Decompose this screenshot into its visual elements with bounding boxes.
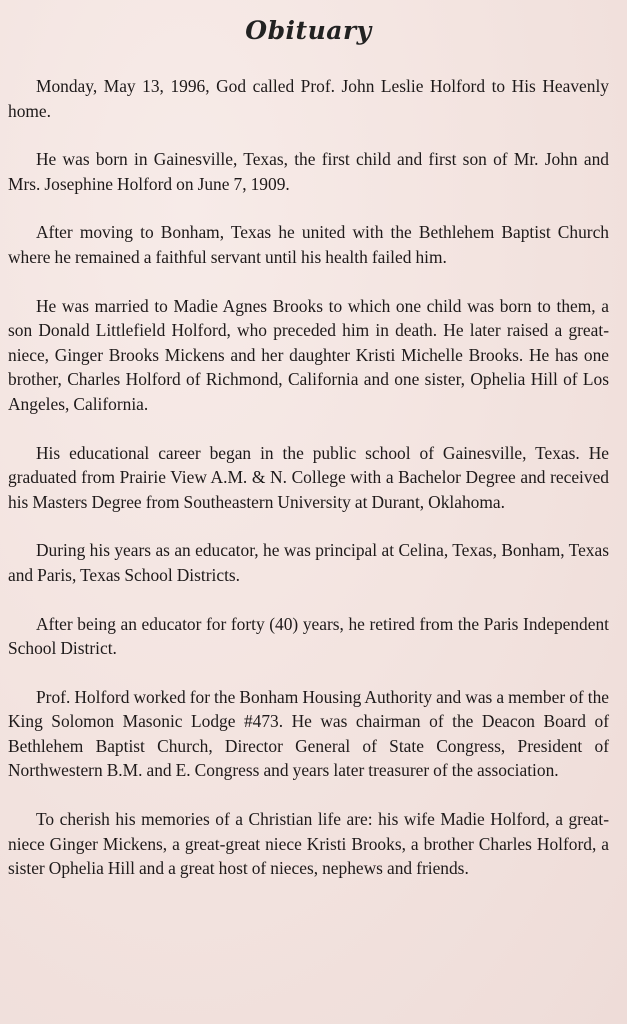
paragraph-church: After moving to Bonham, Texas he united with the Bethlehem Baptist Church where he remained a faithful servant until his health failed him. xyxy=(8,222,609,267)
page-title: Obituary xyxy=(245,16,372,45)
paragraph-career: During his years as an educator, he was principal at Celina, Texas, Bonham, Texas and Paris, Texas School Districts. xyxy=(8,540,609,585)
paragraph-family: He was married to Madie Agnes Brooks to which one child was born to them, a son Donald Littlefield Holford, who preceded him in death. He later raised a great-niece, Ginger Brooks Mickens and her daughter Kristi Michelle Brooks. He has one brother, Charles Holford of Richmond, California and one sister, Ophelia Hill of Los Angeles, California. xyxy=(8,295,609,414)
paragraph-education: His educational career began in the public school of Gainesville, Texas. He graduated from Prairie View A.M. & N. College with a Bachelor Degree and received his Masters Degree from Southeastern University at Durant, Oklahoma. xyxy=(8,442,609,512)
paragraph-service: Prof. Holford worked for the Bonham Housing Authority and was a member of the King Solomon Masonic Lodge #473. He was chairman of the Deacon Board of Bethlehem Baptist Church, Director General of State Congress, President of Northwestern B.M. and E. Congress and years later treasurer of the association. xyxy=(8,686,609,781)
paragraph-survivors: To cherish his memories of a Christian life are: his wife Madie Holford, a great-niece Ginger Mickens, a great-great niece Kristi Brooks, a brother Charles Holford, a sister Ophelia Hill and a great host of nieces, nephews and friends. xyxy=(8,809,609,879)
paragraph-birth: He was born in Gainesville, Texas, the first child and first son of Mr. John and Mrs. Josephine Holford on June 7, 1909. xyxy=(8,149,609,194)
paragraph-retirement: After being an educator for forty (40) years, he retired from the Paris Independent School District. xyxy=(8,613,609,659)
paragraph-passing: Monday, May 13, 1996, God called Prof. John Leslie Holford to His Heavenly home. xyxy=(8,76,609,121)
